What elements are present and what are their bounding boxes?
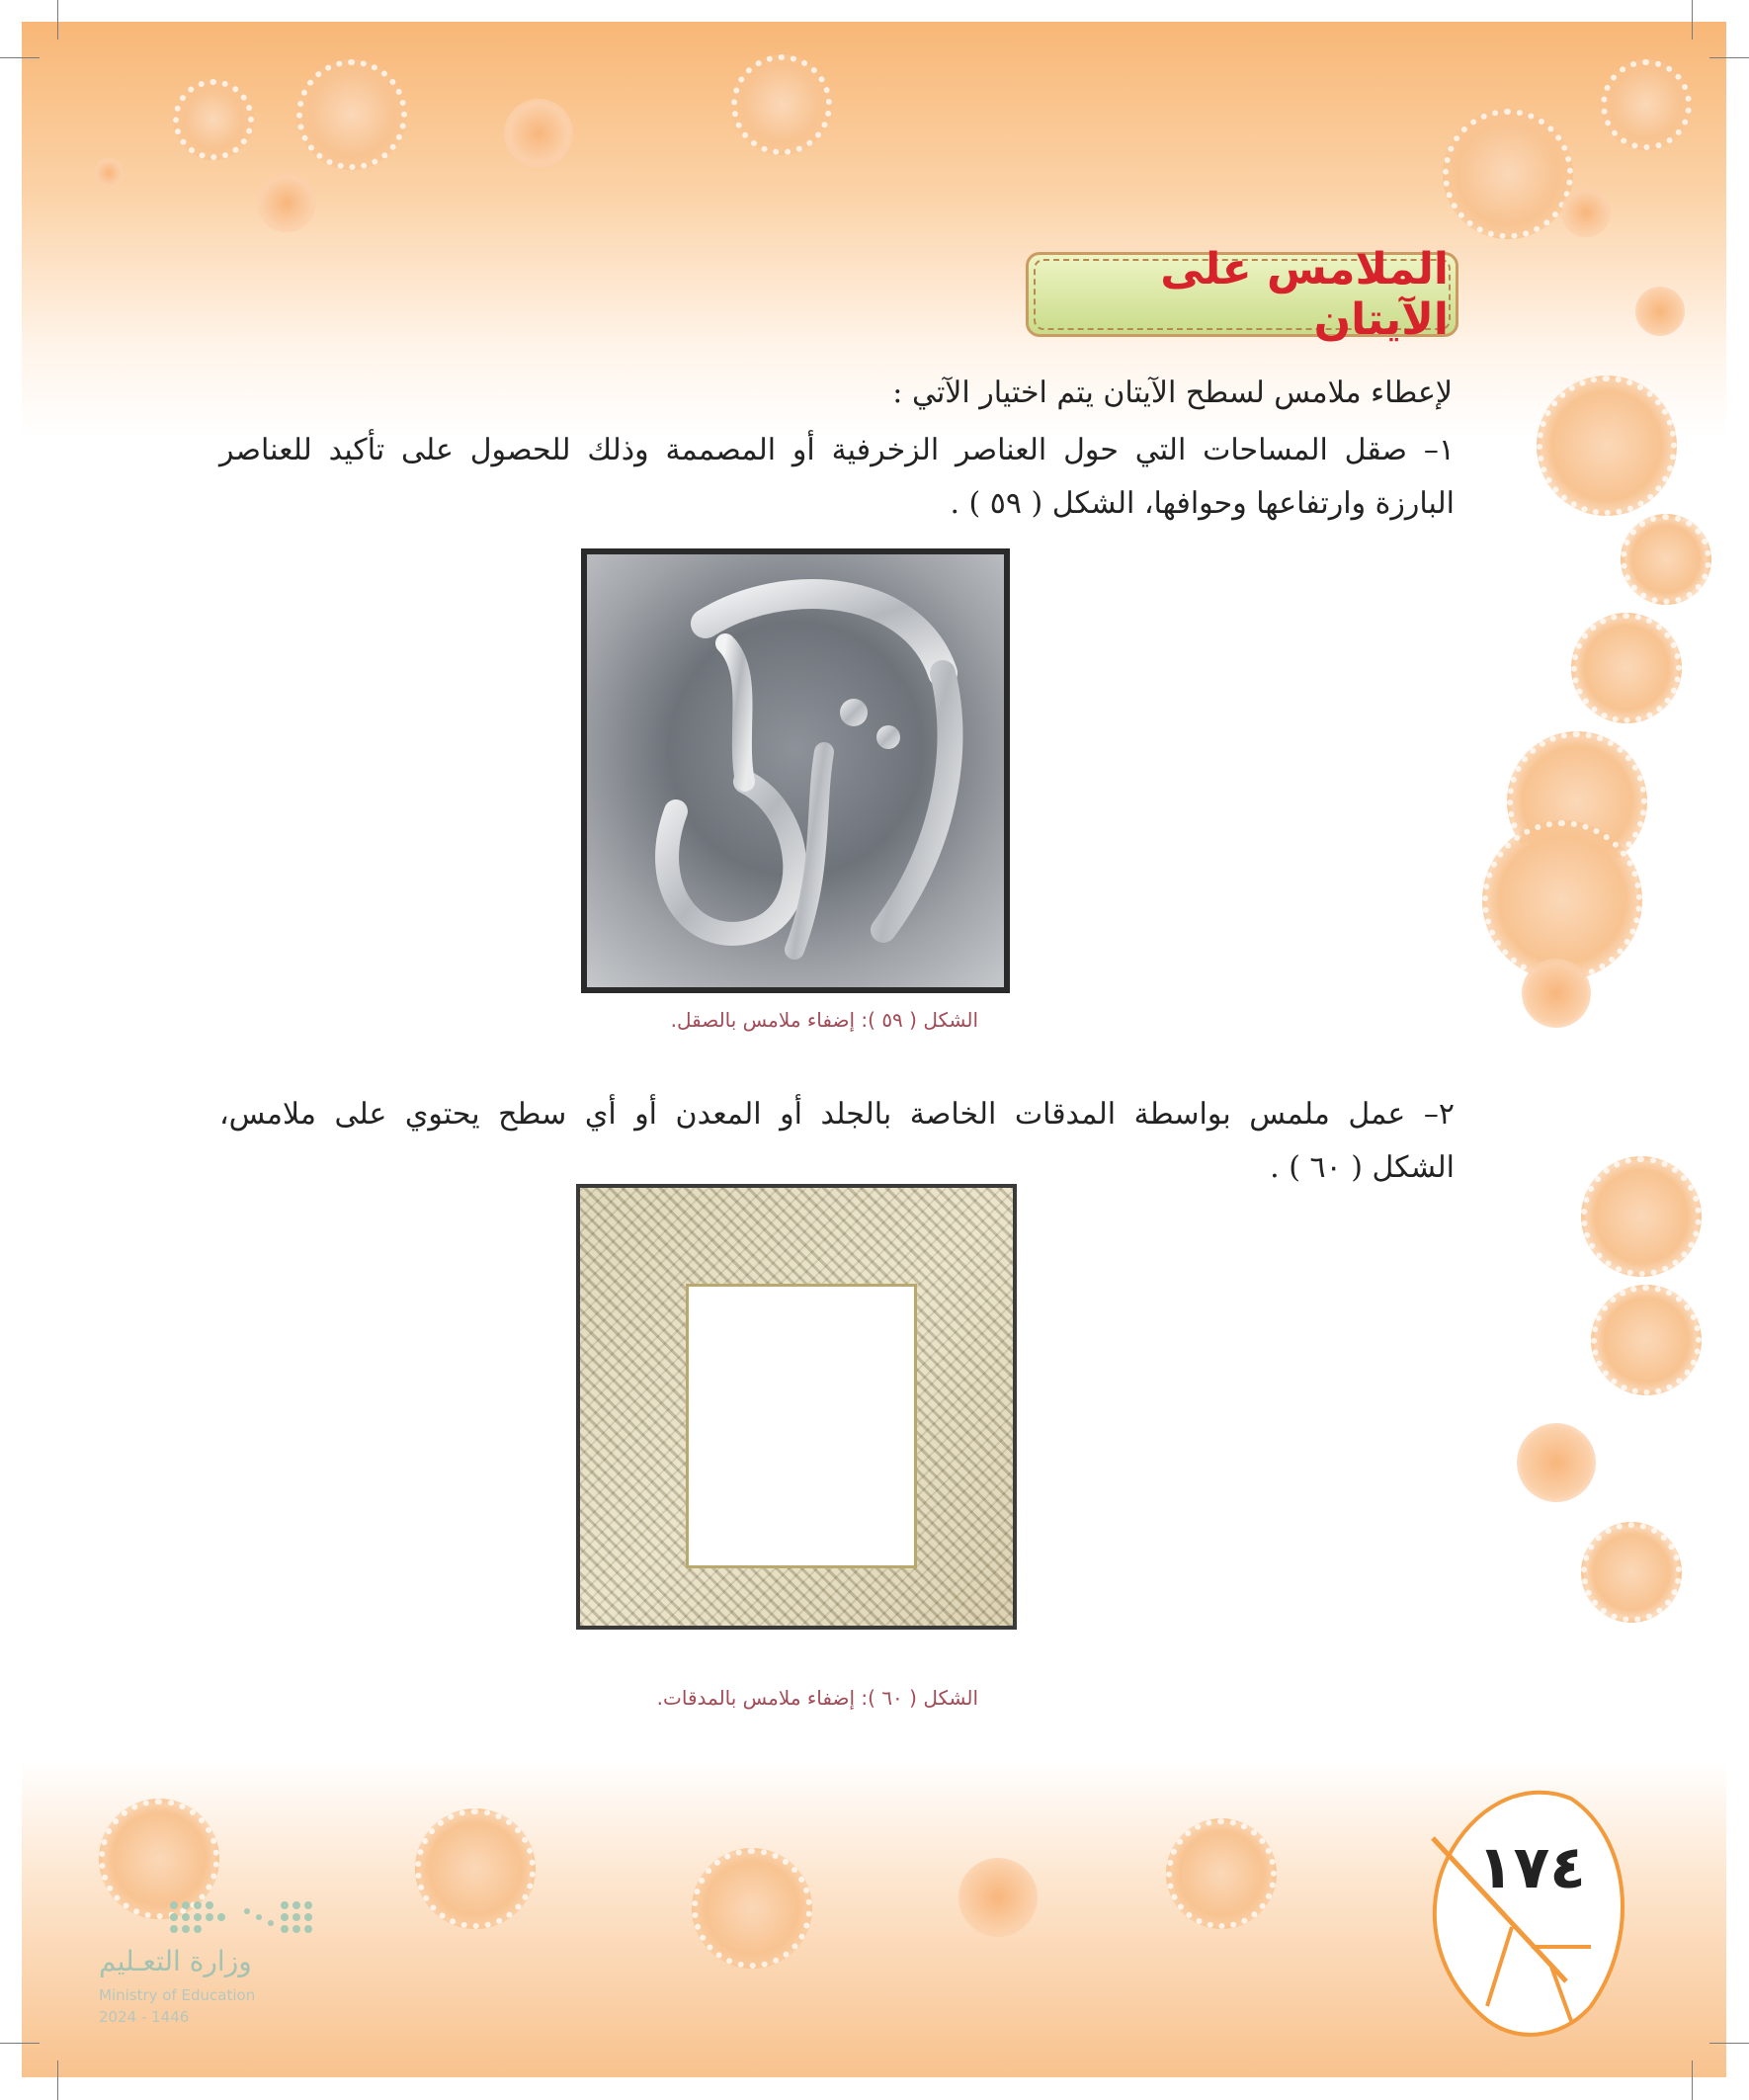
crop-mark (0, 57, 40, 58)
crop-mark (57, 0, 58, 40)
decorative-flower (415, 1808, 536, 1929)
decorative-flower (1621, 514, 1711, 605)
decorative-flower (257, 173, 316, 232)
decorative-flower (1561, 188, 1611, 237)
leaf-icon (1393, 1779, 1650, 2046)
decorative-flower (173, 79, 254, 160)
decorative-flower (1591, 1285, 1702, 1395)
crop-mark (57, 2060, 58, 2100)
decorative-flower (1581, 1156, 1702, 1277)
decorative-flower (1601, 59, 1692, 150)
crop-mark (0, 2043, 40, 2044)
decorative-flower (692, 1848, 812, 1969)
title-banner-frame (1034, 244, 1451, 345)
decorative-flower (1635, 287, 1685, 336)
decorative-flower (1443, 109, 1573, 239)
item2-line2: الشكل ( ٦٠ ) . (1270, 1150, 1455, 1185)
decorative-flower (1517, 1423, 1596, 1502)
titanium-calligraphy-relief (587, 554, 1004, 987)
figure-60-caption: الشكل ( ٦٠ ): إضفاء ملامس بالمدقات. (656, 1686, 978, 1710)
crop-mark (1692, 2060, 1693, 2100)
item1-line1: ١– صقل المساحات التي حول العناصر الزخرفية أو المصممة وذلك للحصول على تأكيد للعناصر (219, 433, 1455, 467)
item2-line1: ٢– عمل ملمس بواسطة المدقات الخاصة بالجلد أو المعدن أو أي سطح يحتوي على ملامس، (219, 1097, 1455, 1132)
figure-59-caption: الشكل ( ٥٩ ): إضفاء ملامس بالصقل. (670, 1008, 978, 1032)
decorative-flower (94, 158, 124, 188)
figure-59-image (581, 548, 1010, 993)
frame-window (686, 1284, 917, 1568)
ministry-logo (99, 1897, 336, 2056)
ministry-name-english: Ministry of Education (99, 1986, 256, 2004)
decorative-flower (1166, 1818, 1277, 1929)
crop-mark (1709, 57, 1749, 58)
decorative-flower (958, 1858, 1038, 1937)
decorative-flower (1571, 613, 1682, 723)
ministry-logo-mark (168, 1897, 316, 1935)
page-background (22, 22, 1726, 2077)
decorative-flower (296, 59, 407, 170)
decorative-flower (731, 54, 832, 155)
section-title-banner (1026, 244, 1458, 345)
crop-mark (1709, 2043, 1749, 2044)
decorative-flower (1581, 1522, 1682, 1623)
edition-year: 2024 - 1446 (99, 2008, 190, 2026)
figure-60-image (576, 1184, 1017, 1630)
intro-paragraph: لإعطاء ملامس لسطح الآيتان يتم اختيار الآتي : (892, 376, 1453, 410)
section-title: الملامس على الآيتان (1160, 244, 1449, 345)
ministry-name-arabic: وزارة التعـليم (99, 1945, 252, 1977)
item1-line2: البارزة وارتفاعها وحوافها، الشكل ( ٥٩ ) . (950, 486, 1455, 521)
decorative-flower (1482, 820, 1642, 980)
decorative-flower (1537, 376, 1677, 516)
crop-mark (1692, 0, 1693, 40)
decorative-flower (504, 99, 573, 168)
decorative-flower (1522, 959, 1591, 1028)
page-number: ١٧٤ (1477, 1833, 1586, 1902)
